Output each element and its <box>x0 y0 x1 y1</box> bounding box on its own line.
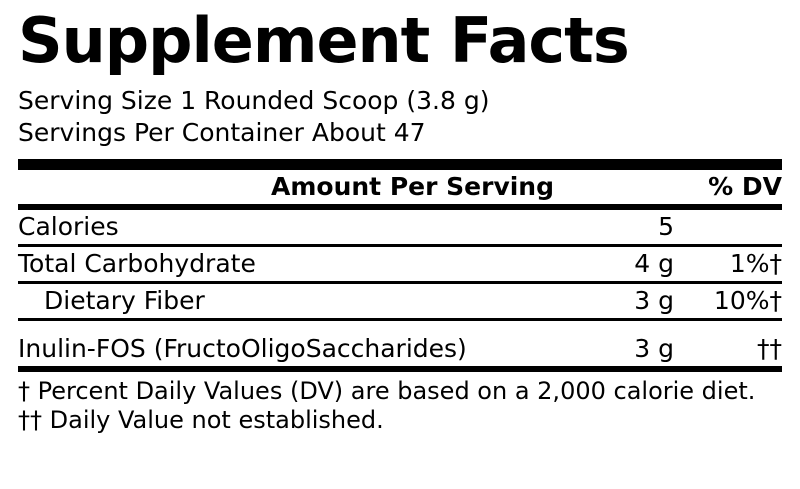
amount-per-serving-header: Amount Per Serving <box>271 172 554 202</box>
table-row <box>18 210 782 246</box>
nutrition-rows <box>18 210 782 366</box>
row-label-calories: Calories <box>18 210 554 246</box>
percent-dv-header: % DV <box>708 172 782 202</box>
row-amount-inulin-fos: 3 g <box>634 334 674 364</box>
row-dv-inulin-fos: †† <box>757 334 782 364</box>
row-spacer <box>18 320 782 333</box>
nutrition-table <box>18 170 782 204</box>
row-dv-dietary-fiber: 10%† <box>674 283 782 320</box>
panel-title: Supplement Facts <box>18 4 629 77</box>
row-label-total-carbohydrate: Total Carbohydrate <box>18 246 554 283</box>
table-row <box>18 246 782 283</box>
serving-info <box>18 85 782 149</box>
table-row <box>18 283 782 320</box>
supplement-facts-panel <box>0 4 800 489</box>
divider-thick-top <box>18 159 782 170</box>
row-label-inulin-fos: Inulin-FOS (FructoOligoSaccharides) <box>18 334 467 364</box>
table-header-row <box>18 170 782 204</box>
row-amount-calories: 5 <box>554 210 674 246</box>
table-row <box>18 332 782 366</box>
header-spacer <box>554 170 674 204</box>
row-dv-total-carbohydrate: 1%† <box>674 246 782 283</box>
row-amount-dietary-fiber: 3 g <box>554 283 674 320</box>
servings-per-container-line: Servings Per Container About 47 <box>18 118 426 148</box>
row-label-dietary-fiber: Dietary Fiber <box>18 283 554 320</box>
footnote-not-established: †† Daily Value not established. <box>18 406 384 435</box>
divider-above-footnotes <box>18 366 782 372</box>
row-amount-total-carbohydrate: 4 g <box>554 246 674 283</box>
serving-size-line: Serving Size 1 Rounded Scoop (3.8 g) <box>18 86 490 116</box>
footnotes <box>18 377 782 436</box>
footnote-daily-values: † Percent Daily Values (DV) are based on a 2,000 calorie diet. <box>18 377 756 406</box>
spacer-cell-dv <box>674 320 782 333</box>
spacer-cell-name <box>18 320 554 333</box>
spacer-cell-amount <box>554 320 674 333</box>
row-dv-calories <box>674 210 782 246</box>
